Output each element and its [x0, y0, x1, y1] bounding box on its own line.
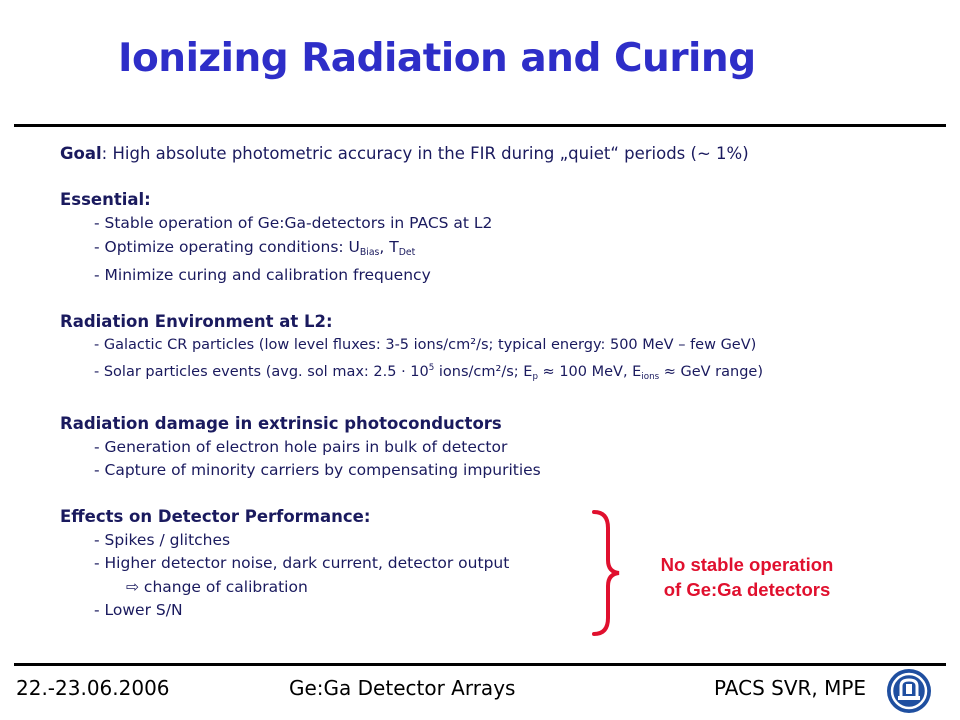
goal-text: : High absolute photometric accuracy in the FIR during „quiet“ periods (~ 1%) [101, 144, 749, 163]
essential-heading: Essential: [60, 190, 151, 209]
effects-item: - Higher detector noise, dark current, detector output [94, 554, 510, 572]
mpe-logo-icon [885, 667, 933, 715]
damage-item: - Capture of minority carriers by compensating impurities [94, 461, 541, 479]
footer-date: 22.-23.06.2006 [16, 676, 170, 700]
effects-subitem: ⇨ change of calibration [126, 577, 308, 596]
top-divider [14, 124, 946, 127]
slide-title: Ionizing Radiation and Curing [118, 36, 756, 81]
footer-center: Ge:Ga Detector Arrays [289, 676, 516, 700]
radiation-env-item: - Solar particles events (avg. sol max: $2.5 \cdot 10^5$ ions/cm²/s; $E_p \approx 100$ MeV, $E_{ions}$ ≈ GeV range) [94, 363, 763, 382]
curly-brace-icon [586, 508, 622, 638]
damage-item: - Generation of electron hole pairs in bulk of detector [94, 437, 508, 456]
note-line: of Ge:Ga detectors [663, 579, 831, 600]
goal-label: Goal [60, 144, 102, 163]
effects-item: - Spikes / glitches [94, 530, 231, 549]
essential-item: - Stable operation of Ge:Ga-detectors in PACS at L2 [94, 214, 493, 232]
footer-right: PACS SVR, MPE [714, 676, 867, 700]
essential-item: - Optimize operating conditions: $U_{Bias}$, $T_{Det}$ [94, 237, 416, 258]
radiation-env-heading: Radiation Environment at L2: [60, 311, 333, 331]
conclusion-note [622, 552, 872, 602]
essential-item: - Minimize curing and calibration frequency [94, 266, 431, 284]
right-arrow-icon: ⇨ [126, 577, 139, 596]
damage-heading: Radiation damage in extrinsic photoconductors [60, 413, 502, 433]
radiation-env-item: - Galactic CR particles (low level fluxes: 3-5 ions/cm²/s; typical energy: 500 MeV – few GeV) [94, 336, 757, 353]
bottom-divider [14, 663, 946, 666]
slide-content [60, 142, 920, 623]
goal-line [60, 142, 920, 166]
effects-item: - Lower S/N [94, 601, 183, 619]
effects-heading: Effects on Detector Performance: [60, 506, 371, 526]
note-line: No stable operation [660, 554, 834, 575]
